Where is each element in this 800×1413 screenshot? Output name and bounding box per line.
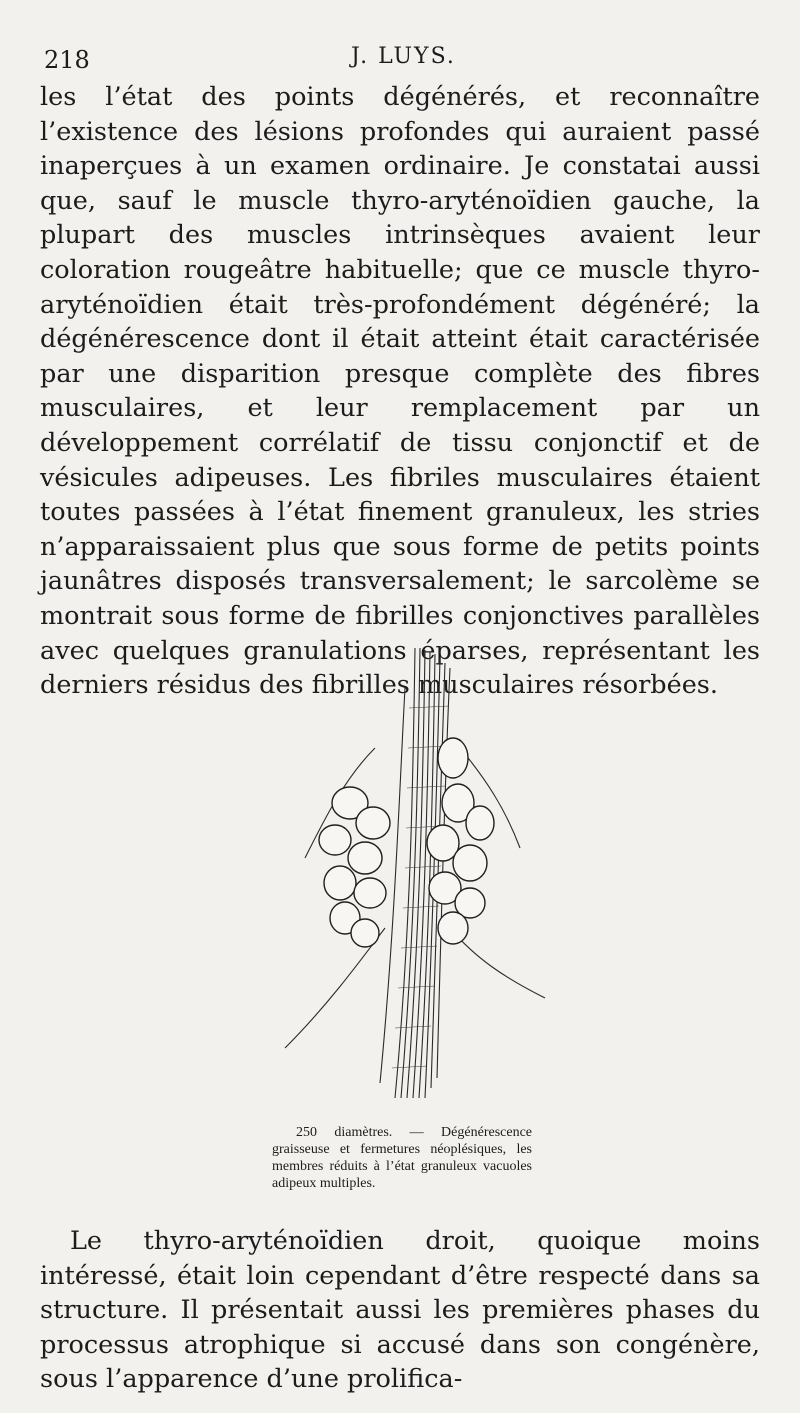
muscle-fiber-bundle bbox=[285, 648, 545, 1098]
page-number: 218 bbox=[44, 46, 90, 74]
figure-caption: 250 diamètres. — Dégénérescence graisseuse et fermetures néoplésiques, les membres réduits à l’état granuleux vacuoles adipeux multiples. bbox=[272, 1125, 532, 1191]
page-header bbox=[36, 38, 766, 78]
paragraph-top: les l’état des points dégénérés, et reconnaître l’existence des lésions profondes qui auraient passé inaperçues à un examen ordinaire. Je constatai aussi que, sauf le muscle thyro-aryténoïdien gauche, la plupart des muscles intrinsèques avaient leur coloration rougeâtre habituelle; que ce muscle thyro-aryténoïdien était très-profondément dégénéré; la dégénérescence dont il était atteint était caractérisée par une disparition presque complète des fibres musculaires, et leur remplacement par un développement corrélatif de tissu conjonctif et de vésicules adipeuses. Les fibriles musculaires étaient toutes passées à l’état finement granuleux, les stries n’apparaissaient plus que sous forme de petits points jaunâtres disposés transversalement; le sarcolème se montrait sous forme de fibrilles conjonctives parallèles avec quelques granulations éparses, représentant les derniers résidus des fibrilles musculaires résorbées. bbox=[40, 82, 760, 701]
histology-illustration bbox=[265, 628, 565, 1118]
paragraph-bottom: Le thyro-aryténoïdien droit, quoique moins intéressé, était loin cependant d’être respecté dans sa structure. Il présentait aussi les premières phases du processus atrophique si accusé dans son congénère, sous l’apparence d’une prolifica- bbox=[40, 1226, 760, 1395]
running-title: J. LUYS. bbox=[351, 44, 456, 69]
